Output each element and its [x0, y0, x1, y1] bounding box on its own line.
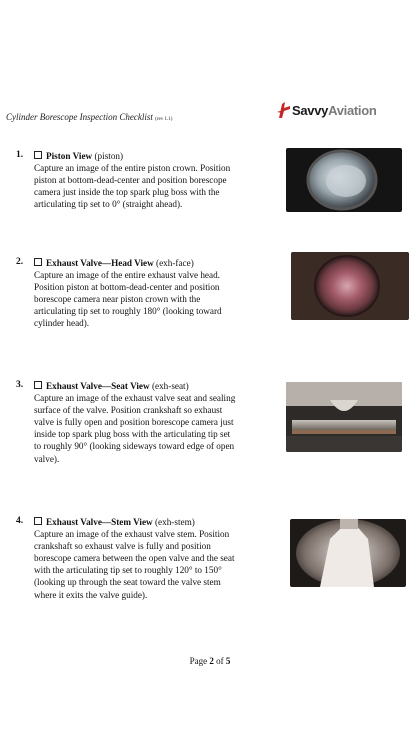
item-tag: (piston) [94, 151, 124, 161]
item-line: valve is fully open and position borescope camera just [34, 417, 234, 428]
item-text [34, 257, 274, 330]
valve-seat-image [286, 382, 402, 452]
item-heading: Exhaust Valve—Stem View [46, 517, 153, 527]
page-prefix: Page [189, 656, 208, 666]
item-line: articulating tip set to roughly 180° (looking toward [34, 306, 222, 317]
item-number: 2. [16, 257, 24, 267]
document-title-text: Cylinder Borescope Inspection Checklist [6, 112, 153, 122]
checkbox[interactable] [34, 517, 42, 525]
item-number: 1. [16, 150, 24, 160]
item-number: 4. [16, 516, 24, 526]
exhaust-valve-seat-photo [286, 382, 402, 452]
item-line: Capture an image of the exhaust valve seat and sealing [34, 393, 236, 404]
page-header [0, 100, 420, 130]
page-of: of [216, 656, 224, 666]
revision-label: (rev 1.1) [155, 117, 173, 122]
checkbox[interactable] [34, 381, 42, 389]
item-line: to roughly 90° (looking sideways toward edge of open [34, 441, 235, 452]
page-footer [0, 656, 420, 666]
item-line: cylinder head). [34, 318, 90, 329]
item-line: where it exits the valve guide). [34, 589, 148, 600]
piston-photo-image [286, 148, 402, 212]
item-line: piston at bottom-dead-center and position borescope [34, 175, 227, 186]
item-line: Capture an image of the entire piston crown. Position [34, 163, 231, 174]
exhaust-valve-head-photo [291, 252, 409, 320]
item-number: 3. [16, 380, 24, 390]
valve-stem-image [290, 519, 406, 587]
savvy-aviation-logo [276, 100, 406, 124]
item-line: Position piston at bottom-dead-center and position [34, 282, 220, 293]
item-line: borescope camera near piston crown with the [34, 294, 201, 305]
item-line: valve). [34, 453, 60, 464]
item-heading: Exhaust Valve—Head View [46, 258, 154, 268]
item-text [34, 150, 274, 210]
item-heading: Piston View [46, 151, 93, 161]
total-pages: 5 [225, 656, 231, 666]
item-tag: (exh-stem) [154, 517, 195, 527]
item-line: surface of the valve. Position crankshaft so exhaust [34, 405, 223, 416]
piston-crown-photo [286, 148, 402, 212]
checkbox[interactable] [34, 151, 42, 159]
item-text [34, 380, 274, 465]
item-text [34, 516, 274, 601]
item-line: Capture an image of the entire exhaust valve head. [34, 270, 220, 281]
item-line: borescope camera between the open valve and the seat [34, 553, 235, 564]
exhaust-valve-stem-photo [290, 519, 406, 587]
logo-savvy: Savvy [292, 103, 329, 118]
item-tag: (exh-face) [156, 258, 194, 268]
item-line: camera just inside the top spark plug boss with the [34, 187, 220, 198]
item-line: (looking up through the seat toward the valve stem [34, 577, 221, 588]
document-title [6, 112, 172, 122]
airplane-logo-icon [276, 100, 292, 120]
item-heading: Exhaust Valve—Seat View [46, 381, 150, 391]
item-line: crankshaft so exhaust valve is fully and position [34, 541, 211, 552]
item-line: articulating tip set to 0° (straight ahead). [34, 199, 183, 210]
valve-head-image [291, 252, 409, 320]
item-line: inside top spark plug boss with the articulating tip set [34, 429, 231, 440]
current-page: 2 [209, 656, 214, 666]
checkbox[interactable] [34, 258, 42, 266]
item-line: with the articulating tip set to roughly 120° to 150° [34, 565, 222, 576]
logo-wordmark [292, 103, 377, 118]
logo-aviation: Aviation [328, 103, 377, 118]
item-tag: (exh-seat) [151, 381, 189, 391]
item-line: Capture an image of the exhaust valve stem. Position [34, 529, 230, 540]
